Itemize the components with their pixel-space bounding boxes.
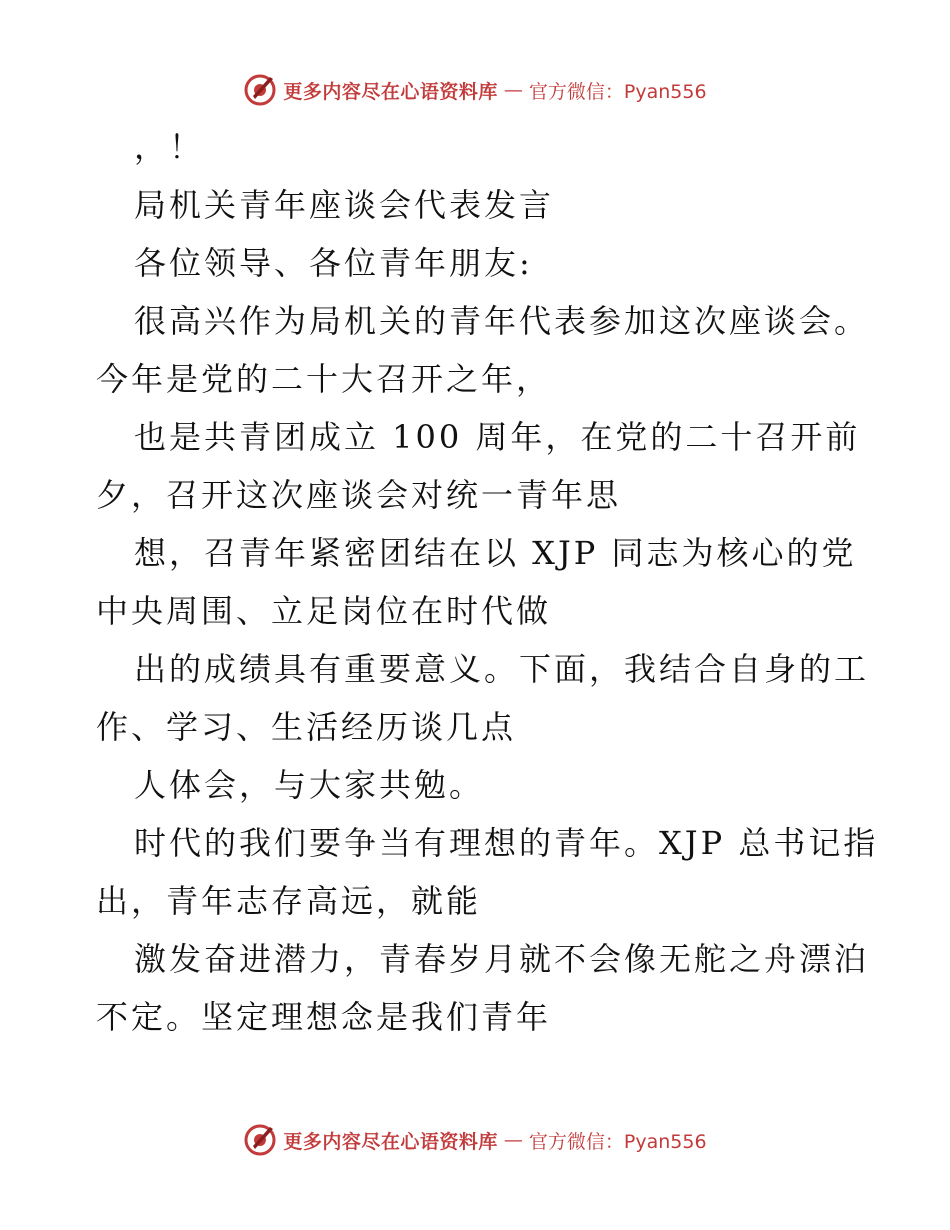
footer-dash: — — [503, 1129, 523, 1151]
body-line: 想，召青年紧密团结在以 XJP 同志为核心的党 — [134, 534, 857, 572]
body-line: 不定。坚定理想念是我们青年 — [96, 998, 552, 1036]
header-wechat-text: 官方微信：Pyan556 — [528, 80, 707, 103]
quill-pen-logo-icon — [243, 1123, 277, 1157]
header-library-text: 更多内容尽在心语资料库 — [283, 80, 498, 103]
footer-wechat-text: 官方微信：Pyan556 — [528, 1130, 707, 1153]
quill-pen-logo-icon — [243, 73, 277, 107]
body-line: 出，青年志存高远，就能 — [96, 882, 482, 920]
body-line: 很高兴作为局机关的青年代表参加这次座谈会。 — [134, 302, 870, 340]
document-title: 局机关青年座谈会代表发言 — [134, 186, 555, 224]
body-line: 中央周围、立足岗位在时代做 — [96, 592, 552, 630]
body-line: 出的成绩具有重要意义。下面，我结合自身的工 — [134, 650, 870, 688]
body-line: 今年是党的二十大召开之年， — [96, 360, 552, 398]
body-line: 人体会，与大家共勉。 — [134, 766, 485, 804]
body-line: 也是共青团成立 100 周年，在党的二十召开前 — [134, 418, 861, 456]
body-line: ，！ — [134, 128, 205, 166]
salutation-line: 各位领导、各位青年朋友: — [134, 244, 533, 282]
body-line: 夕，召开这次座谈会对统一青年思 — [96, 476, 622, 514]
body-line: 时代的我们要争当有理想的青年。XJP 总书记指 — [134, 824, 879, 862]
body-line: 激发奋进潜力，青春岁月就不会像无舵之舟漂泊 — [134, 940, 870, 978]
header-banner — [0, 70, 950, 110]
body-line: 作、学习、生活经历谈几点 — [96, 708, 517, 746]
header-dash: — — [503, 79, 523, 101]
footer-banner — [0, 1120, 950, 1160]
footer-library-text: 更多内容尽在心语资料库 — [283, 1130, 498, 1153]
document-body — [96, 118, 879, 1046]
